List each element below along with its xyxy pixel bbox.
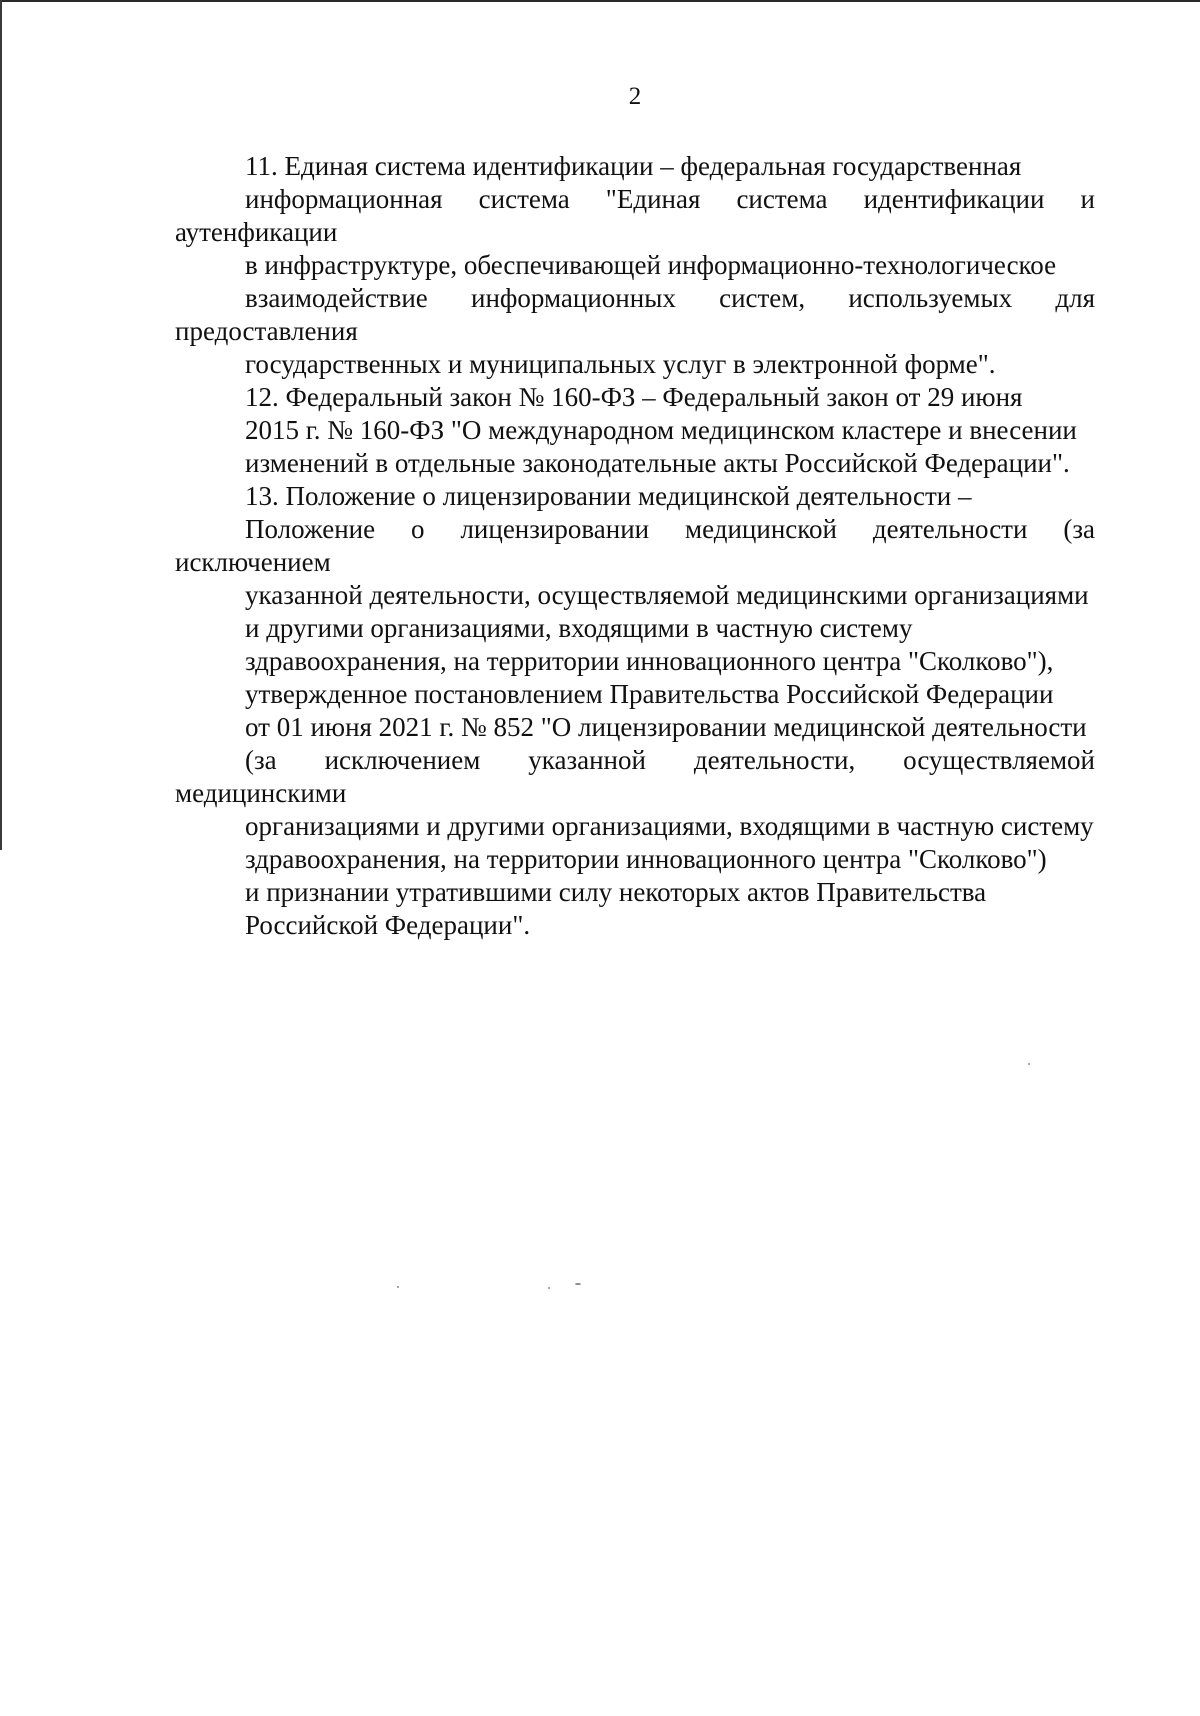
page-number: 2 [628,83,642,110]
paragraph-line: информационная система "Единая система идентификации и аутенфикации [175,184,1095,247]
scan-speck [575,1283,581,1285]
scan-edge-top [0,0,1200,2]
paragraph-line: указанной деятельности, осуществляемой медицинскими организациями [245,580,1089,610]
paragraph-12 [175,381,1095,480]
paragraph-11 [175,150,1095,381]
paragraph-line: организациями и другими организациями, входящими в частную систему [245,811,1094,841]
paragraph-line: и признании утратившими силу некоторых актов Правительства [245,877,987,907]
scan-speck [397,1286,399,1288]
paragraph-line: и другими организациями, входящими в частную систему [245,613,913,643]
paragraph-line: Российской Федерации". [245,910,531,940]
paragraph-line: изменений в отдельные законодательные акты Российской Федерации". [245,448,1070,478]
paragraph-line: здравоохранения, на территории инновационного центра "Сколково") [245,844,1047,874]
paragraph-13 [175,480,1095,942]
paragraph-line: утвержденное постановлением Правительства Российской Федерации [245,679,1054,709]
paragraph-line: 12. Федеральный закон № 160-ФЗ – Федеральный закон от 29 июня [245,382,1023,412]
paragraph-line: взаимодействие информационных систем, используемых для предоставления [175,283,1095,346]
scan-edge-left [0,0,2,850]
paragraph-line: 13. Положение о лицензировании медицинской деятельности – [245,481,972,511]
scan-speck [1028,1063,1030,1065]
paragraph-line: (за исключением указанной деятельности, осуществляемой медицинскими [175,745,1095,808]
paragraph-line: 2015 г. № 160-ФЗ "О международном медицинском кластере и внесении [245,415,1077,445]
document-body [175,150,1095,942]
paragraph-line: в инфраструктуре, обеспечивающей информационно-технологическое [245,250,1057,280]
scan-speck [548,1287,550,1289]
paragraph-line: от 01 июня 2021 г. № 852 "О лицензировании медицинской деятельности [245,712,1087,742]
paragraph-line: 11. Единая система идентификации – федеральная государственная [245,151,1022,181]
paragraph-line: здравоохранения, на территории инновационного центра "Сколково"), [245,646,1054,676]
paragraph-line: Положение о лицензировании медицинской деятельности (за исключением [175,514,1095,577]
paragraph-line: государственных и муниципальных услуг в электронной форме". [245,349,996,379]
